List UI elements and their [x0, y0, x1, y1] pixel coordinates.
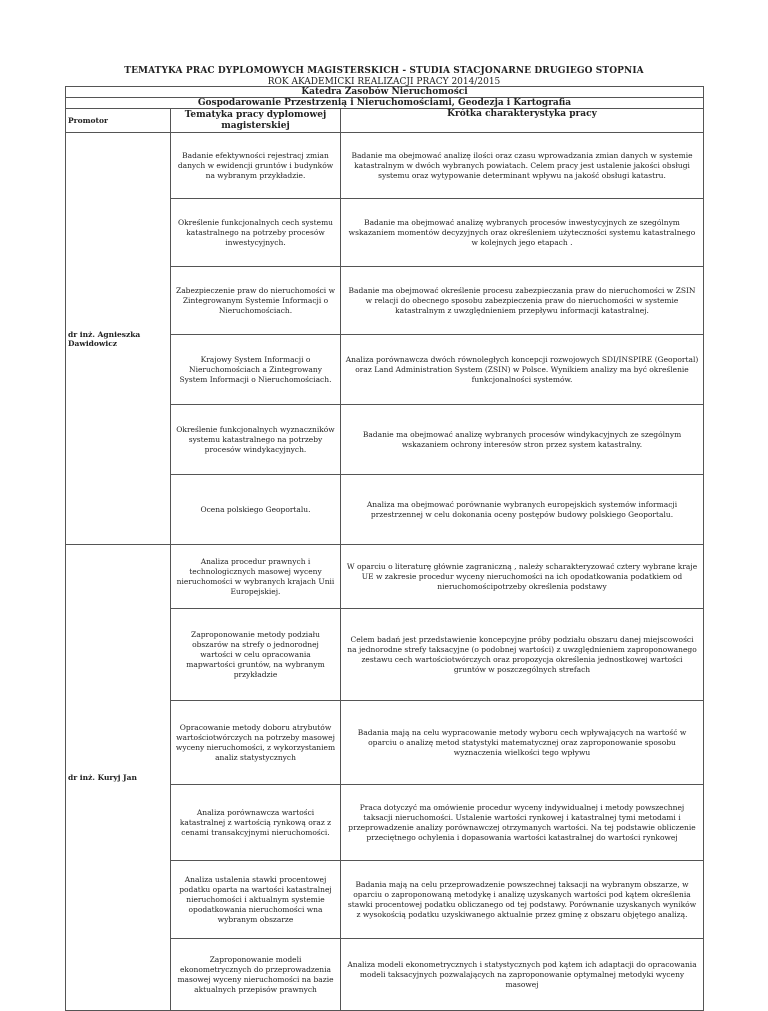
- topic-cell: Określenie funkcjonalnych wyznaczników systemu katastralnego na potrzeby procesów windykacyjnych.: [171, 405, 341, 475]
- topic-cell: Analiza ustalenia stawki procentowej podatku oparta na wartości katastralnej nieruchomości i aktualnym systemie opodatkowania nieruchomości wna wybranym obszarze: [171, 861, 341, 939]
- column-header-description: Krótka charakterystyka pracy: [341, 109, 704, 133]
- topic-cell: Analiza porównawcza wartości katastralnej z wartością rynkową oraz z cenami transakcyjnymi nieruchomości.: [171, 785, 341, 861]
- topic-cell: Zabezpieczenie praw do nieruchomości w Zintegrowanym Systemie Informacji o Nieruchomościach.: [171, 267, 341, 335]
- topics-table: [65, 86, 704, 1011]
- topic-cell: Badanie efektywności rejestracj zmian danych w ewidencji gruntów i budynków na wybranym przykładzie.: [171, 133, 341, 199]
- topic-cell: Krajowy System Informacji o Nieruchomościach a Zintegrowany System Informacji o Nieruchomościach.: [171, 335, 341, 405]
- column-header-promoter: Promotor: [66, 109, 171, 133]
- promoter-name: dr inż. Kuryj Jan: [66, 545, 171, 1011]
- description-cell: Celem badań jest przedstawienie koncepcyjne próby podziału obszaru danej miejscowości na jednorodne strefy taksacyjne (o podobnej wartości) z uwzględnieniem zaproponowanego zestawu cech wartościotwórczych oraz propozycja określenia jednostkowej wartości gruntów w poszczególnych strefach: [341, 609, 704, 701]
- description-cell: W oparciu o literaturę głównie zagraniczną , należy scharakteryzować cztery wybrane kraje UE w zakresie procedur wyceny nieruchomości na ich opodatkowania podatkiem od nieruchomościpotrzeby określenia podstawy: [341, 545, 704, 609]
- topic-cell: Opracowanie metody doboru atrybutów wartościotwórczych na potrzeby masowej wyceny nieruchomości, z wykorzystaniem analiz statystycznych: [171, 701, 341, 785]
- document-title: TEMATYKA PRAC DYPLOMOWYCH MAGISTERSKICH - STUDIA STACJONARNE DRUGIEGO STOPNIA: [124, 66, 644, 76]
- description-cell: Analiza modeli ekonometrycznych i statystycznych pod kątem ich adaptacji do opracowania modeli taksacyjnych pozwalających na zaproponowanie optymalnej metodyki wyceny masowej: [341, 939, 704, 1011]
- topic-cell: Zaproponowanie metody podziału obszarów na strefy o jednorodnej wartości w celu opracowania mapwartości gruntów, na wybranym przykładzie: [171, 609, 341, 701]
- description-cell: Badania mają na celu wypracowanie metody wyboru cech wpływających na wartość w oparciu o analizę metod statystyki matematycznej oraz zaproponowanie sposobu wyznaczenia wielkości tego wpływu: [341, 701, 704, 785]
- promoter-name: dr inż. Agnieszka Dawidowicz: [66, 133, 171, 545]
- topic-cell: Zaproponowanie modeli ekonometrycznych do przeprowadzenia masowej wyceny nieruchomości na bazie aktualnych przepisów prawnych: [171, 939, 341, 1011]
- description-cell: Badania mają na celu przeprowadzenie powszechnej taksacji na wybranym obszarze, w oparciu o zaproponowaną metodykę i analizę uzyskanych wartości pod kątem określenia stawki procentowej podatku obliczanego od tej podstawy. Porównanie uzyskanych wyników z wysokością podatku uzyskiwanego aktualnie przez gminę z obszaru objętego analizą.: [341, 861, 704, 939]
- field-of-study: Gospodarowanie Przestrzenią i Nieruchomościami, Geodezja i Kartografia: [66, 98, 704, 109]
- academic-year: ROK AKADEMICKI REALIZACJI PRACY 2014/2015: [267, 77, 501, 87]
- description-cell: Analiza porównawcza dwóch równoległych koncepcji rozwojowych SDI/INSPIRE (Geoportal) oraz Land Administration System (ZSIN) w Polsce. Wynikiem analizy ma być określenie funkcjonalności systemów.: [341, 335, 704, 405]
- topic-cell: Analiza procedur prawnych i technologicznych masowej wyceny nieruchomości w wybranych krajach Unii Europejskiej.: [171, 545, 341, 609]
- description-cell: Praca dotyczyć ma omówienie procedur wyceny indywidualnej i metody powszechnej taksacji nieruchomości. Ustalenie wartości rynkowej i katastralnej tymi metodami i przeprowadzenie analizy porównawczej otrzymanych wartości. Na tej podstawie obliczenie przeciętnego ochylenia i dopasowania wartości katastralnej do wartości rynkowej: [341, 785, 704, 861]
- column-header-topic: Tematyka pracy dyplomowej magisterskiej: [171, 109, 341, 133]
- description-cell: Badanie ma obejmować analizę ilości oraz czasu wprowadzania zmian danych w systemie katastralnym w dwóch wybranych powiatach. Celem pracy jest ustalenie jakości obsługi systemu oraz wytypowanie determinant wpływu na jakość obsługi katastru.: [341, 133, 704, 199]
- department-name: Katedra Zasobów Nieruchomości: [66, 87, 704, 98]
- description-cell: Badanie ma obejmować określenie procesu zabezpieczania praw do nieruchomości w ZSIN w relacji do obecnego sposobu zabezpieczenia praw do nieruchomości w systemie katastralnym z uwzględnieniem przepływu informacji katastralnej.: [341, 267, 704, 335]
- description-cell: Analiza ma obejmować porównanie wybranych europejskich systemów informacji przestrzennej w celu dokonania oceny postępów budowy polskiego Geoportalu.: [341, 475, 704, 545]
- topic-cell: Ocena polskiego Geoportalu.: [171, 475, 341, 545]
- description-cell: Badanie ma obejmować analizę wybranych procesów inwestycyjnych ze szególnym wskazaniem momentów decyzyjnych oraz określeniem użyteczności systemu katastralnego w kolejnych jego etapach .: [341, 199, 704, 267]
- description-cell: Badanie ma obejmować analizę wybranych procesów windykacyjnych ze szególnym wskazaniem ochrony interesów stron przez system katastralny.: [341, 405, 704, 475]
- topic-cell: Określenie funkcjonalnych cech systemu katastralnego na potrzeby procesów inwestycyjnych.: [171, 199, 341, 267]
